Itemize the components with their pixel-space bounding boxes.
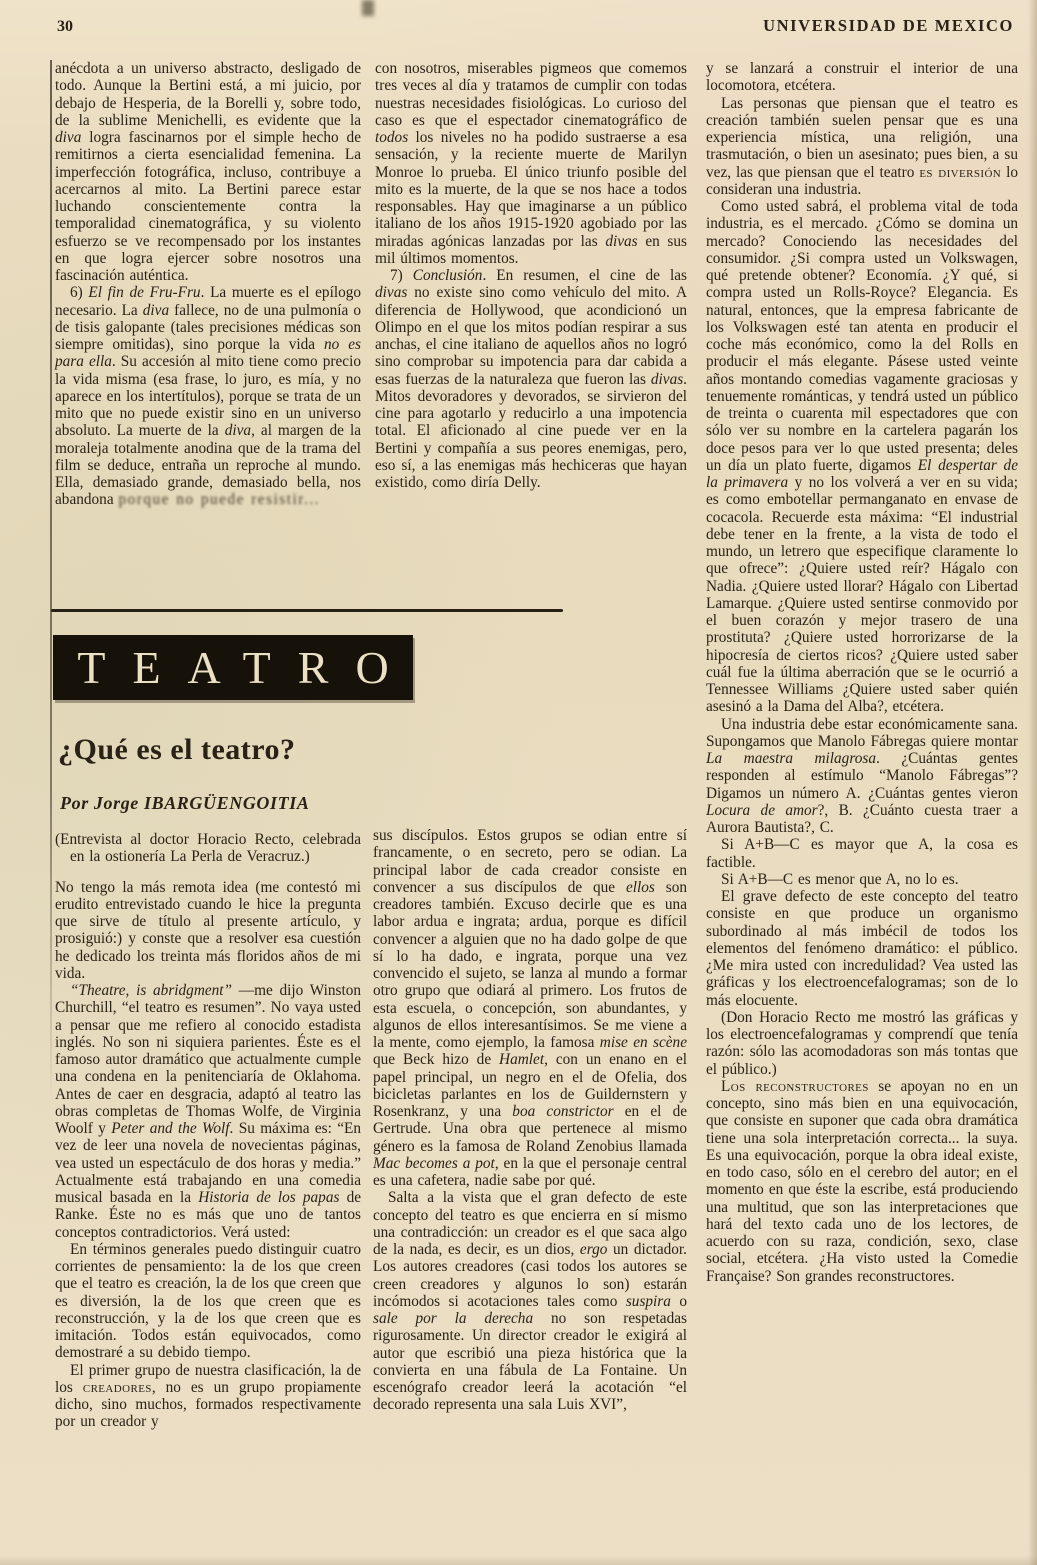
scan-artifact-right-edge (1028, 0, 1037, 1565)
paragraph: Salta a la vista que el gran defecto de este concepto del teatro es que encierra en sí mismo una contradicción: un creador es el que saca algo de la nada, es decir, es un dios, ergo un dictador. Los autores creadores (casi todos los autores se creen creadores y algunos lo son) estarán incómodos si acotaciones tales como suspira o sale por la derecha no son respetadas rigurosamente. Un director creador le exigirá al autor que escribió una pieza histórica que la convierta en una fábula de La Fontaine. Un escenógrafo creador leerá la acotación “el decorado representa una sala Luis XVI”, (373, 1189, 687, 1414)
paragraph: Los reconstructores se apoyan no en un concepto, sino más bien en una equivocación, que consiste en suponer que cada obra dramática tiene una sola interpretación correcta... la suya. Es una equivocación, porque la obra ideal existe, en todo caso, sólo en el cerebro del autor; en el momento en que éste la escribe, está produciendo una multitud, que son las interpretaciones que hará del texto cada uno de los lectores, de acuerdo con su raza, condición, sexo, clase social, etcétera. ¿Ha visto usted la Comedie Française? Son grandes reconstructores. (706, 1077, 1018, 1285)
paragraph: El grave defecto de este concepto del teatro consiste en que produce un organismo subordinado al más imbécil de todos los elementos del fenómeno dramático: el público. ¿Me mira usted con incredulidad? Vea usted las gráficas y los electroencefalogramas; son de lo más elocuente. (706, 888, 1018, 1009)
paragraph: y se lanzará a construir el interior de una locomotora, etcétera. (706, 60, 1018, 95)
page-number: 30 (57, 18, 73, 35)
paragraph: sus discípulos. Estos grupos se odian entre sí francamente, o en secreto, pero se odian. La principal labor de cada creador consiste en convencer a sus discípulos de que ellos son creadores también. Excuso decirle que es una labor ardua e ingrata; ardua, porque es difícil convencer a alguien que no ha dado golpe de que sí lo ha dado, e ingrata, porque una vez convencido el sujeto, se lanza al mundo a formar otro grupo que odiará al primero. Los frutos de esta escuela, o concepción, son abundantes, y algunos de ellos interesantísimos. Se me viene a la mente, como ejemplo, la famosa mise en scène que Beck hizo de Hamlet, con un enano en el papel principal, un negro en el de Ofelia, dos bicicletas parlantes en los de Guildernstern y Rosenkranz, y una boa constrictor en el de Gertrude. Una obra que pertenece al mismo género es la famosa de Roland Zenobius llamada Mac becomes a pot, en la que el personaje central es una cafetera, nadie sabe por qué. (373, 827, 688, 1189)
interview-note: (Entrevista al doctor Horacio Recto, celebrada en la ostionería La Perla de Veracruz.) (55, 831, 361, 866)
paragraph: anécdota a un universo abstracto, desligado de todo. Aunque la Bertini está, a mi juicio, por debajo de Hesperia, de la Borelli y, sobre todo, de la sublime Menichelli, es evidente que la diva logra fascinarnos por el simple hecho de remitirnos a cierta esencialidad femenina. La imperfección fotográfica, incluso, contribuye a acercarnos al mito. La Bertini parece estar luchando conscientemente contra la temporalidad cinematográfica, y su violento esfuerzo se ve recompensado por los instantes en que logra ejercer sobre nosotros una fascinación auténtica. (55, 60, 361, 284)
paragraph: No tengo la más remota idea (me contestó mi erudito entrevistado cuando le hice la pregunta que sirve de título al presente artículo, y prosiguió:) y conste que a resolver esa cuestión he dedicado los treinta más floridos años de mi vida. (55, 878, 361, 982)
paragraph: 7) Conclusión. En resumen, el cine de las divas no existe sino como vehículo del mito. A diferencia de Hollywood, que acondicionó un Olimpo en el que los mitos podían respirar a sus anchas, el cine italiano de aquellos años no logró sino comprobar su impotencia para dar cabida a esas fuerzas de la naturaleza que fueron las divas. Mitos devoradores y devorados, se sirvieron del cine para agotarlo y reducirlo a una impotencia total. El aficionado al cine puede ver en la Bertini y compañía a sus peores enemigas, pero, eso sí, a las enemigas más hechiceras que hayan existido, como diría Delly. (375, 267, 687, 491)
paragraph: con nosotros, miserables pigmeos que comemos tres veces al día y tratamos de cumplir con todas nuestras necesidades fisiológicas. Lo curioso del caso es que el espectador cinematográfico de todos los niveles no ha podido sustraerse a esa sensación, y la reciente muerte de Marilyn Monroe lo prueba. El único triunfo posible del mito es la muerte, de la que se nos hace a todos responsables. Hay que imaginarse a un público italiano de los años 1915-1920 agobiado por las miradas agónicas lanzadas por las divas en sus mil últimos momentos. (375, 60, 687, 267)
paragraph: Como usted sabrá, el problema vital de toda industria, es el mercado. ¿Cómo se domina un mercado? Conociendo las necesidades del consumidor. ¿Si compra usted un Volkswagen, qué pretende obtener? Economía. ¿Y qué, si compra usted un Rolls-Royce? Elegancia. Es natural, entonces, que la empresa fabricante de los Volkswagen esté tan atenta en producir el coche más económico, como la del Rolls en producir el más elegante. Pásese usted veinte años montando comedias vagamente graciosas y tenuemente románticas, y tendrá usted un público de treinta o cuarenta mil espectadores que con sólo ver su nombre en la cartelera pagarán los doce pesos para ver lo que usted presenta; deles un día un plato fuerte, digamos El despertar de la primavera y no los volverá a ver en su vida; es como embotellar permanganato en envase de cocacola. Recuerde esta máxima: “El industrial debe tener en la frente, a la vista de todo el mundo, un letrero que especifique claramente lo que ofrece”: ¿Quiere usted reír? Hágalo con Nadia. ¿Quiere usted llorar? Hágalo con Libertad Lamarque. ¿Quiere usted sentirse conmovido por el buen corazón y mejor trasero de una prostituta? ¿Quiere usted horrorizarse de la hipocresía de ciertos ricos? ¿Quiere usted saber cuál fue la última aberración que se le ocurrió a Tennessee Williams ¿Quiere usted saber quién asesinó a la Dama del Alba?, etcétera. (706, 198, 1019, 716)
teatro-article-column-2 (373, 827, 687, 1414)
paragraph: El primer grupo de nuestra clasificación, la de los creadores, no es un grupo propiamente dicho, sino muchos, formados respectivamente por un creador y (55, 1361, 361, 1431)
teatro-section-banner: TEATRO (53, 635, 413, 700)
paragraph: Las personas que piensan que el teatro es creación también suelen pensar que es una experiencia mística, una religión, una trasmutación, o bien un asesinato; pues bien, a su vez, las que piensan que el teatro es diversión lo consideran una industria. (706, 94, 1018, 198)
right-column (706, 60, 1018, 1285)
scan-artifact-top-smudge (362, 0, 374, 16)
paragraph: 6) El fin de Fru-Fru. La muerte es el epílogo necesario. La diva fallece, no de una pulmonía o de tisis galopante (tales precisiones médicas son siempre omitidas), sino porque la vida no es para ella. Su accesión al mito tiene como precio la vida misma (esa frase, lo juro, es mía, y no aparece en los intertítulos), porque se trata de un mito que no puede existir sino en un universo absoluto. La muerte de la diva, al margen de la moraleja totalmente anodina que de la trama del film se deduce, entraña un reproche al mundo. Ella, demasiado grande, demasiado bella, nos abandona porque no puede resistir... (55, 284, 362, 509)
paragraph: “Theatre, is abridgment” —me dijo Winston Churchill, “el teatro es resumen”. No vaya usted a pensar que me refiero al conocido estadista inglés. No son ni siquiera parientes. Éste es el famoso autor dramático que actualmente cumple una condena en la penitenciaría de Oklahoma. Antes de caer en desgracia, adaptó al teatro las obras completas de Thomas Wolfe, de Virginia Woolf y Peter and the Wolf. Su máxima es: “En vez de leer una novela de novecientas páginas, vea usted un espectáculo de dos horas y media.” Actualmente está trabajando en una comedia musical basada en la Historia de los papas de Ranke. Éste no es más que uno de tantos conceptos contradictorios. Verá usted: (55, 982, 362, 1241)
section-divider-rule (51, 609, 563, 612)
scan-artifact-bottom-edge (0, 1555, 1037, 1565)
paragraph: (Don Horacio Recto me mostró las gráficas y los electroencefalogramas y comprendí que tenía razón: sólo las acomodadoras son más tontas que el público.) (706, 1008, 1018, 1078)
teatro-article-column-1-paragraphs (55, 879, 361, 1431)
cinema-article-column-1 (55, 60, 361, 509)
scan-artifact-left-line (50, 60, 52, 1100)
paragraph: Una industria debe estar económicamente sana. Supongamos que Manolo Fábregas quiere montar La maestra milagrosa. ¿Cuántas gentes responden al estímulo “Manolo Fábregas”? Digamos un número A. ¿Cuántas gentes vieron Locura de amor?, B. ¿Cuánto cuesta traer a Aurora Bautista?, C. (706, 715, 1019, 836)
article-title: ¿Qué es el teatro? (58, 733, 296, 766)
paragraph: En términos generales puedo distinguir cuatro corrientes de pensamiento: la de los que creen que el teatro es creación, la de los que creen que es diversión, la de los que creen que es reconstrucción, y la de los que creen que es imitación. Todos están equivocados, como demostraré a su debido tiempo. (55, 1240, 361, 1362)
paragraph: Si A+B—C es mayor que A, la cosa es factible. (706, 836, 1018, 871)
cinema-article-column-2 (375, 60, 687, 491)
paragraph: Si A+B—C es menor que A, no lo es. (721, 870, 959, 888)
article-byline: Por Jorge IBARGÜENGOITIA (60, 793, 310, 813)
masthead: UNIVERSIDAD DE MEXICO (763, 16, 1014, 35)
teatro-article-column-1 (55, 831, 361, 1431)
